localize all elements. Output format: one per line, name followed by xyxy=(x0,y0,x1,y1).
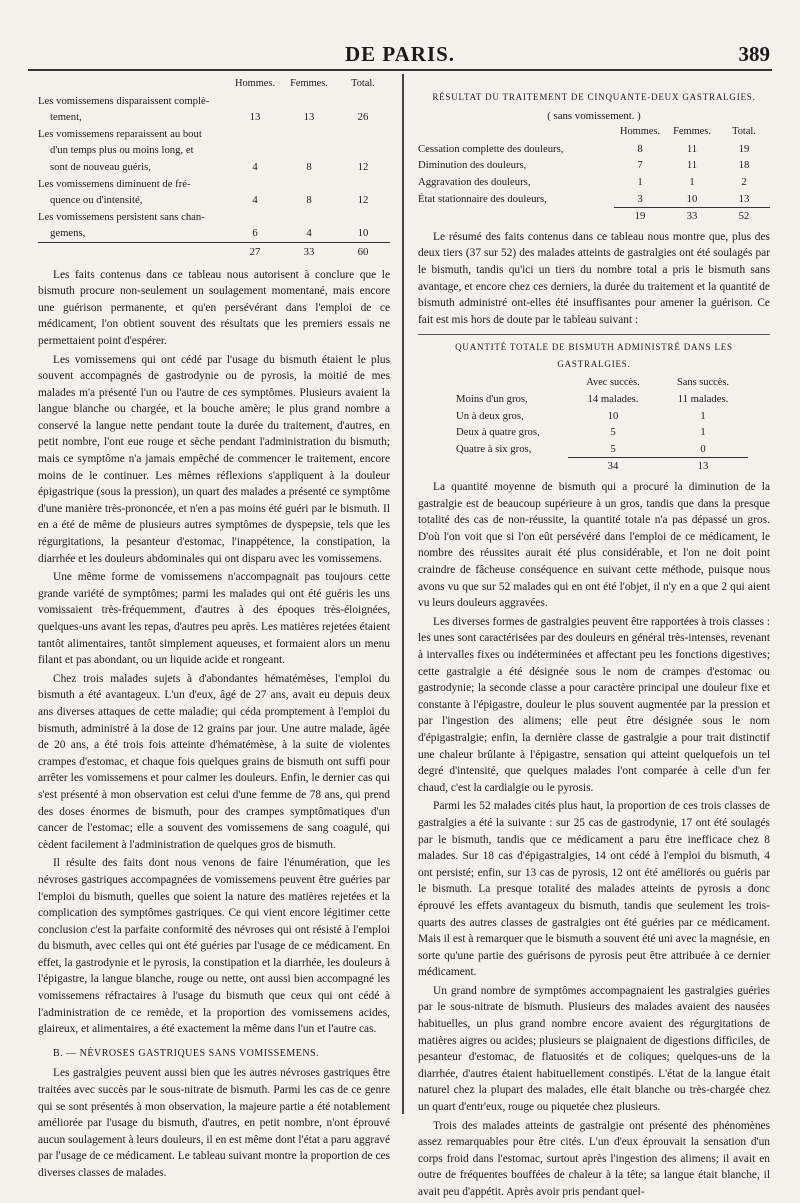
table-total-row: 34 13 xyxy=(607,460,709,473)
paragraph: Les gastralgies peuvent aussi bien que les autres névroses gastriques être traitées avec succès par le sous-nitrate de bismuth. Parmi les cas de ce genre qui se sont présentés à mon observation, la majeure partie a été notablement améliorée par l'usage du bismuth, d'autres, en petit nombre, n'ont éprouvé aucun soulagement à leurs douleurs, il en est même dont l'état a paru aggravé par l'usage de ce médicament. Le tableau suivant montre la proportion de ces diverses classes de malades. xyxy=(38,1067,390,1179)
paragraph: Les vomissemens qui ont cédé par l'usage du bismuth étaient le plus souvent accompagnés de gastrodynie ou de pyrosis, la moitié de mes malades m'a présenté l'un ou l'autre de ces symptômes. Plusieurs avaient la langue blanche ou chargée, et la bouche amère; le plus grand nombre a conservé la langue nette pendant toute la durée du traitement, d'autres, en petit nombre, l'ont eue rouge et sèche pendant l'administration du bismuth; mais ce symptôme n'a jamais empêché de commencer le traitement, encore moins de le continuer. Les mêmes réflexions s'appliquent à la douleur épigastrique (sous la pression), un quart des malades a présenté ce symptôme d'une manière très-prononcée, et n'en a pas moins été guéri par le bismuth. Il en a été de même de plusieurs autres symptômes de dyspepsie, tels que les régurgitations, la pesanteur d'estomac, l'inappétence, la constipation, la diarrhée et les douleurs abdominales qui ont disparu avec les vomissemens. xyxy=(38,353,390,565)
header-rule xyxy=(28,69,772,71)
page-number: 389 xyxy=(738,42,770,66)
table-row: Deux à quatre gros, 5 1 xyxy=(456,426,706,439)
paragraph: Le résumé des faits contenus dans ce tableau nous montre que, plus des deux tiers (37 sur 52) des malades atteints de gastralgies ont été soulagés par le bismuth, tandis qu'ici un tiers du nombre total a pris le bismuth sans avantage, et encore chez ces derniers, la durée du traitement et la quantité de bismuth administré ont-elles été insuffisantes pour amener la guérison. Ce fait est mis hors de doute par le tableau suivant : xyxy=(418,230,770,326)
gastralgies-table xyxy=(418,124,770,225)
page-title: DE PARIS. xyxy=(344,42,456,66)
table-subtitle: ( sans vomissement. ) xyxy=(547,109,641,122)
table-total-row: 27 33 60 xyxy=(249,245,369,258)
column-header: Avec succès. xyxy=(586,376,640,388)
paragraph: Une même forme de vomissemens n'accompagnait pas toujours cette grande variété de symptômes; parmi les malades qui ont été guéris les uns vomissaient très-fréquemment, d'autres à des époques très-éloignées, quelques-uns avant les repas, d'autres peu après. Les matières rejetées étaient tantôt alimentaires, tantôt simplement aqueuses, et formaient alors un menu filant et pas abondant, ou un liquide acide et rongeant. xyxy=(38,571,390,667)
table-title: QUANTITÉ TOTALE DE BISMUTH ADMINISTRÉ DANS LES GASTRALGIES. xyxy=(455,342,733,369)
table-row: Quatre à six gros, 5 0 xyxy=(456,442,706,455)
column-divider xyxy=(402,74,404,1114)
table-total-row: 19 33 52 xyxy=(634,210,750,223)
column-header: Total. xyxy=(351,78,375,89)
paragraph: Les diverses formes de gastralgies peuvent être rapportées à trois classes : les unes sont caractérisées par des douleurs en général très-intenses, revenant à intervalles fixes ou indéterminées et affectant peu les fonctions digestives; cette gastralgie a été désignée sous le nom de crampes d'estomac ou gastrodynie; la seconde classe a pour caractère principal une douleur fixe et constante à l'épigastre, douleur le plus souvent augmentée par la pression et par l'ingestion des alimens; elle peut être désignée sous le nom d'épigastralgie; enfin, la dernière classe de gastralgie a pour trait distinctif une chaleur brûlante à l'épigastre, sensation qui atteint quelquefois un tel degré d'intensité, que quelques malades l'ont comparée à celle d'un fer chaud, c'est la cardialgie ou le pyrosis. xyxy=(418,615,770,794)
column-header: Femmes. xyxy=(290,78,328,89)
paragraph: Trois des malades atteints de gastralgie ont présenté des phénomènes assez remarquables pour être cités. L'un d'eux éprouvait la sensation d'un corps froid dans l'estomac, surtout après l'ingestion des alimens; il avait en outre de fréquentes bouffées de chaleur à la tête; sa langue était blanche, il avait peu d'appétit. Après avoir pris pendant quel- xyxy=(418,1119,770,1198)
column-header: Total. xyxy=(732,126,756,138)
table-row: Les vomissemens persistent sans chan- gemens, 6 4 10 xyxy=(38,210,369,240)
table-row: Les vomissemens diminuent de fré- quence ou d'intensité, 4 8 12 xyxy=(38,177,369,207)
quantite-bismuth-table xyxy=(418,375,770,476)
table-row: Diminution des douleurs, 7 11 18 xyxy=(418,159,750,172)
right-column xyxy=(418,88,770,1203)
paragraph: La quantité moyenne de bismuth qui a procuré la diminution de la gastralgie est de beaucoup supérieure à un gros, tandis que dans la presque totalité des cas de non-réussite, la quantité totale n'a pas dépassé un gros. D'où l'on voit que si l'on eût persévéré dans l'emploi de ce médicament, le nombre des réussites aurait été plus considérable, et l'on ne doit point craindre de fâcheuse conséquence en suivant cette méthode, puisque nous avons vu que sur 52 malades qui en ont été l'objet, il n'y en a que 2 qui aient vu leurs douleurs aggravées. xyxy=(418,481,770,610)
column-header: Femmes. xyxy=(673,126,711,138)
table-row: Moins d'un gros, 14 malades. 11 malades. xyxy=(456,393,729,406)
table-row: Les vomissemens disparaissent complè- tement, 13 13 26 xyxy=(38,94,369,124)
paragraph: Les faits contenus dans ce tableau nous autorisent à conclure que le bismuth procure non-seulement un soulagement momentané, mais encore une guérison permanente, et qu'en persévérant dans l'emploi de ce médicament, l'on obtient souvent des résultats que les premiers essais ne permettaient point d'espérer. xyxy=(38,268,390,347)
table-title: RÉSULTAT DU TRAITEMENT DE CINQUANTE-DEUX GASTRALGIES. xyxy=(432,92,756,102)
vomissemens-table xyxy=(38,76,390,261)
column-header: Hommes. xyxy=(619,126,661,138)
paragraph: Il résulte des faits dont nous venons de faire l'énumération, que les névroses gastriques accompagnées de vomissemens peuvent être guéries par l'emploi du bismuth, quelles que soient la nature des matières rejetées et la complication des symptômes gastriques. Ce qui vient encore légitimer cette conclusion c'est la parfaite conformité des névroses qui ont résisté à l'emploi du bismuth, avec celles qui ont été guéries par l'usage de ce médicament. En effet, la gastrodynie et le pyrosis, la constipation et la diarrhée, les douleurs à l'épigastre, la langue blanche, rouge ou nette, ont aussi bien accompagné les vomissemens réfractaires à l'usage du bismuth que ceux qui ont cédé à l'administration de ce remède, et la proportion des vomissemens acides, glaireux, et alimentaires, a été exactement la même dans l'un et l'autre cas. xyxy=(38,857,390,1036)
table-row: État stationnaire des douleurs, 3 10 13 xyxy=(418,192,750,205)
paragraph: Un grand nombre de symptômes accompagnaient les gastralgies guéries par le sous-nitrate de bismuth. Plusieurs des malades avaient des nausées habituelles, un plus grand nombre encore avaient des régurgitations de matières aigres ou acides; plusieurs se plaignaient de digestions difficiles, de pesanteur d'estomac, de flatuosités et de coliques; quelques-uns de la diarrhée, d'autres étaient habituellement constipés. L'état de la langue était naturel chez la plupart des malades, elle était blanche ou très-chargée chez un quart d'entr'eux, rouge ou piquetée chez plusieurs. xyxy=(418,984,770,1114)
left-column xyxy=(38,76,390,1184)
section-heading: B. — NÉVROSES GASTRIQUES SANS VOMISSEMENS. xyxy=(53,1047,320,1059)
paragraph: Parmi les 52 malades cités plus haut, la proportion de ces trois classes de gastralgies a été la suivante : sur 25 cas de gastrodynie, 17 ont été soulagés par le bismuth, tandis que ce médicament a paru être inefficace chez 8 malades. Sur 18 cas d'épigastralgies, 14 ont cédé à l'emploi du bismuth, 4 ont persisté; enfin, sur 13 cas de pyrosis, 12 ont été améliorés ou guéris par le bismuth. La presque totalité des malades atteints de pyrosis a donc éprouvé les effets avantageux du bismuth, tandis que seulement les trois-quarts des autres classes de gastralgies ont été guéries par ce médicament. Mais il est à remarquer que le bismuth a souvent été uni avec la magnésie, en sorte qu'une partie des guérisons de pyrosis peut être attribuée à ce dernier médicament. xyxy=(418,800,770,979)
table-row: Un à deux gros, 10 1 xyxy=(456,409,706,422)
column-header: Hommes. xyxy=(234,78,276,89)
table-row: Aggravation des douleurs, 1 1 2 xyxy=(418,175,747,188)
table-row: Les vomissemens reparaissent au bout d'un temps plus ou moins long, et sont de nouveau guéris, 4 8 12 xyxy=(38,127,369,173)
paragraph: Chez trois malades sujets à d'abondantes hématémèses, l'emploi du bismuth a été avantageux. L'un d'eux, âgé de 27 ans, avait eu depuis deux ans diverses attaques de cette maladie; qui céda promptement à l'emploi du bismuth, administré à la dose de 12 grains par jour. Une autre malade, âgée de 20 ans, a été trois fois atteinte d'hématémèse, à la suite de violentes crampes d'estomac, et chaque fois quelques grains de bismuth ont suffi pour arrêter les vomissemens et pour calmer les douleurs. Enfin, le dernier cas qui s'est présenté à mon observation est celui d'une femme de 78 ans, qui prend des doses énormes de bismuth, pour des crampes symptômatiques d'un cancer de l'estomac; elle a souvent des vomissemens de sang coagulé, qui cèdent facilement à l'administration de quelques gros de bismuth. xyxy=(38,672,390,851)
column-header: Sans succès. xyxy=(677,376,729,388)
table-row: Cessation complette des douleurs, 8 11 19 xyxy=(418,142,750,155)
